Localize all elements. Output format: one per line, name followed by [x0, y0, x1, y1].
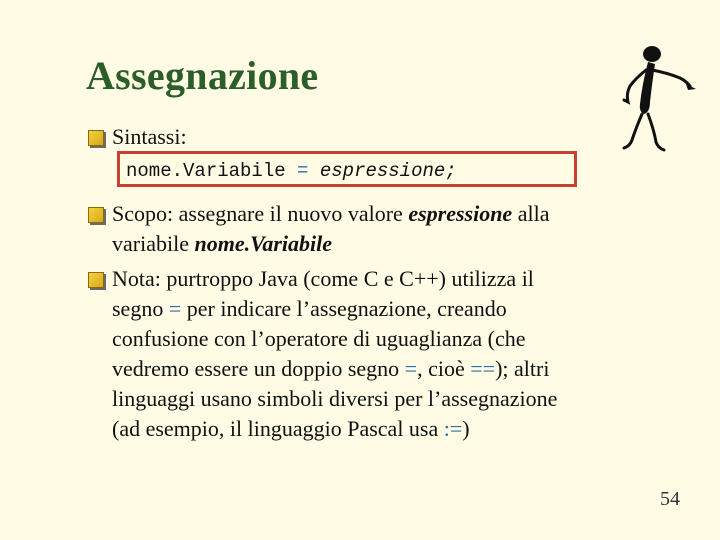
- bullet-icon: [88, 130, 104, 146]
- bullet-text: (ad esempio, il linguaggio Pascal usa :=): [112, 416, 470, 441]
- bullet-text: Scopo: assegnare il nuovo valore espressione alla: [112, 201, 550, 226]
- page-number: 54: [660, 488, 680, 510]
- bullet-text: linguaggi usano simboli diversi per l’assegnazione: [112, 386, 558, 411]
- bullet-text: Nota: purtroppo Java (come C e C++) utilizza il: [112, 266, 534, 291]
- bullet-text: vedremo essere un doppio segno =, cioè ==); altri: [112, 356, 550, 381]
- bullet-text: segno = per indicare l’assegnazione, creando: [112, 296, 507, 321]
- bullet-text: variabile nome.Variabile: [112, 231, 332, 256]
- bullet-icon: [88, 272, 104, 288]
- bullet-icon: [88, 207, 104, 223]
- bullet-text: confusione con l’operatore di uguaglianza (che: [112, 326, 526, 351]
- bullet-text: Sintassi:: [112, 124, 187, 149]
- pointing-stick-figure-icon: [606, 40, 702, 160]
- bullet-sintassi: [88, 122, 308, 154]
- syntax-code: nome.Variabile = espressione;: [126, 160, 457, 182]
- syntax-box: [117, 151, 577, 187]
- slide-title: Assegnazione: [86, 53, 319, 98]
- bullet-nota: [88, 264, 698, 450]
- bullet-scopo: [88, 199, 698, 261]
